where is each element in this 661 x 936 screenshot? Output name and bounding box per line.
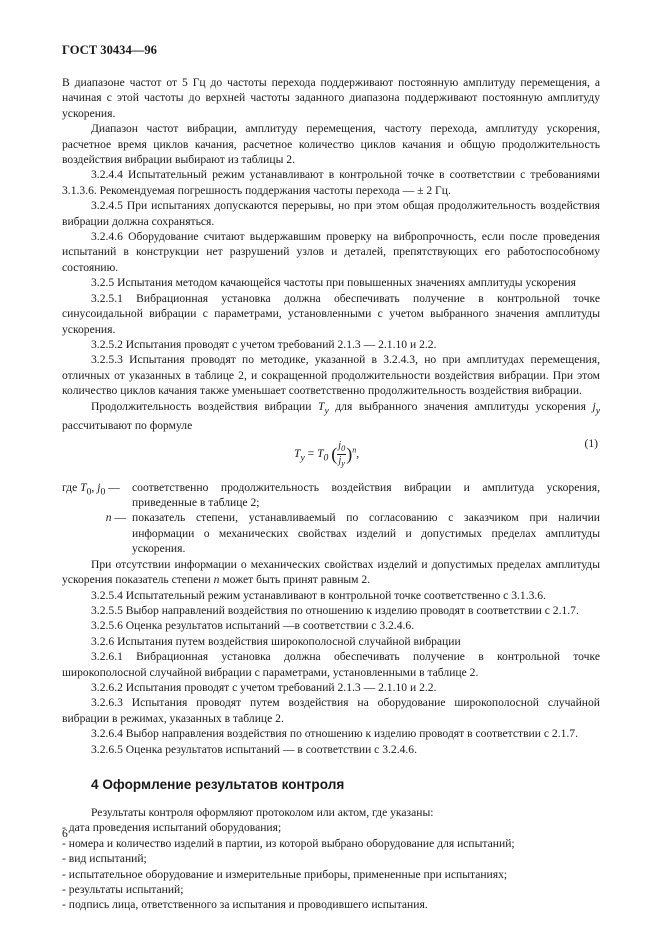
page-number: 6	[62, 827, 68, 840]
document-header: ГОСТ 30434—96	[62, 43, 157, 57]
list-item: - подпись лица, ответственного за испытания и проводившего испытания.	[62, 897, 600, 912]
results-list	[62, 820, 600, 912]
paragraph-amplitude-range: В диапазоне частот от 5 Гц до частоты перехода поддерживают постоянную амплитуду перемещения, а начиная с этой частоты до верхней частоты заданного диапазона поддерживают постоянную амплитуду ускорения.	[62, 76, 600, 120]
formula-expression: $T_y = T_0$ ( $\frac{j_0}{j_y}$ )$^n$,	[294, 439, 360, 468]
section-intro: Результаты контроля оформляют протоколом или актом, где указаны:	[91, 805, 434, 819]
list-item: - номера и количество изделий в партии, из которой выбрано оборудование для испытаний;	[62, 836, 600, 851]
section-title: 4 Оформление результатов контроля	[91, 776, 345, 792]
paragraph-3-2-6-3: 3.2.6.3 Испытания проводят путем воздействия на оборудование широкополосной случайной вибрации в режимах, указанных в таблице 2.	[62, 696, 600, 725]
where-entry-1	[62, 480, 600, 511]
paragraph-3-2-6-4: 3.2.6.4 Выбор направления воздействия по отношению к изделию проводят в соответствии с 2.1.7.	[91, 727, 578, 741]
where-symbol-2: n —	[105, 511, 126, 525]
where-entry-2	[62, 510, 600, 556]
where-text-2: показатель степени, устанавливаемый по согласованию с заказчиком при наличии информации о механических свойствах изделий и допустимых пределах амплитуды ускорения.	[132, 511, 600, 556]
paragraph-3-2-6-1: 3.2.6.1 Вибрационная установка должна обеспечивать получение в контрольной точке широкополосной случайной вибрации с параметрами, установленными в таблице 2.	[62, 650, 600, 679]
paragraph-3-2-5-6: 3.2.5.6 Оценка результатов испытаний —в соответствии с 3.2.4.6.	[91, 619, 415, 633]
formula-number: (1)	[584, 436, 598, 450]
paragraph-3-2-4-6: 3.2.4.6 Оборудование считают выдержавшим проверку на вибропрочность, если после проведения испытаний в конструкции нет разрушений узлов и деталей, препятствующих его работоспособному состоянию.	[62, 230, 600, 274]
list-item: - испытательное оборудование и измерительные приборы, примененные при испытаниях;	[62, 867, 600, 882]
formula-fraction: $\frac{j_0}{j_y}$	[338, 439, 346, 468]
paragraph-3-2-4-4: 3.2.4.4 Испытательный режим устанавливают в контрольной точке в соответствии с требованиями 3.1.3.6. Рекомендуемая погрешность поддержания частоты перехода — ± 2 Гц.	[62, 168, 600, 197]
paragraph-3-2-5-5: 3.2.5.5 Выбор направлений воздействия по отношению к изделию проводят в соответствии с 2.1.7.	[91, 603, 579, 617]
paragraph-3-2-5-3: 3.2.5.3 Испытания проводят по методике, указанной в 3.2.4.3, но при амплитудах перемещения, отличных от указанных в таблице 2, и сокращенной продолжительности воздействия вибрации. При этом количество циклов качания также уменьшает соответственно продолжительность воздействия вибрации.	[62, 353, 600, 398]
paragraph-absence-info: При отсутствии информации о механических свойствах изделий и допустимых пределах амплитуды ускорения показатель степени n может быть принят равным 2.	[62, 557, 600, 587]
paragraph-3-2-5: 3.2.5 Испытания методом качающейся частоты при повышенных значениях амплитуды ускорения	[91, 276, 576, 290]
where-symbols-1: где $T_0$, $j_0$ —	[62, 480, 120, 497]
paragraph-3-2-5-4: 3.2.5.4 Испытательный режим устанавливают в контрольной точке соответственно с 3.1.3.6.	[91, 588, 547, 602]
list-item: - вид испытаний;	[62, 851, 600, 866]
paragraph-3-2-6: 3.2.6 Испытания путем воздействия широкополосной случайной вибрации	[91, 634, 461, 648]
paragraph-3-2-5-2: 3.2.5.2 Испытания проводят с учетом требований 2.1.3 — 2.1.10 и 2.2.	[91, 337, 437, 351]
paragraph-frequency-range: Диапазон частот вибрации, амплитуду перемещения, частоту перехода, амплитуду ускорения, расчетное время циклов качания, расчетное количество циклов качания и общую продолжительность воздействия вибрации выбирают из таблицы 2.	[62, 122, 600, 167]
document-page	[62, 42, 600, 913]
list-item: - дата проведения испытаний оборудования;	[62, 820, 600, 835]
where-text-1: соответственно продолжительность воздействия вибрации и амплитуда ускорения, приведенные в таблице 2;	[132, 480, 600, 510]
paragraph-3-2-6-5: 3.2.6.5 Оценка результатов испытаний — в соответствии с 3.2.4.6.	[91, 742, 417, 756]
formula-1	[62, 436, 600, 478]
paragraph-3-2-5-1: 3.2.5.1 Вибрационная установка должна обеспечивать получение в контрольной точке синусоидальной вибрации с параметрами, установленными с учетом выбранного значения амплитуды ускорения.	[62, 291, 600, 336]
formula-intro: Продолжительность воздействия вибрации $T_y$ для выбранного значения амплитуды ускорения $j_y$ рассчитывают по формуле	[62, 399, 601, 433]
paragraph-3-2-4-5: 3.2.4.5 При испытаниях допускаются перерывы, но при этом общая продолжительность воздействия вибрации должна сохраняться.	[62, 199, 600, 228]
list-item: - результаты испытаний;	[62, 882, 600, 897]
paragraph-3-2-6-2: 3.2.6.2 Испытания проводят с учетом требований 2.1.3 — 2.1.10 и 2.2.	[91, 680, 437, 694]
